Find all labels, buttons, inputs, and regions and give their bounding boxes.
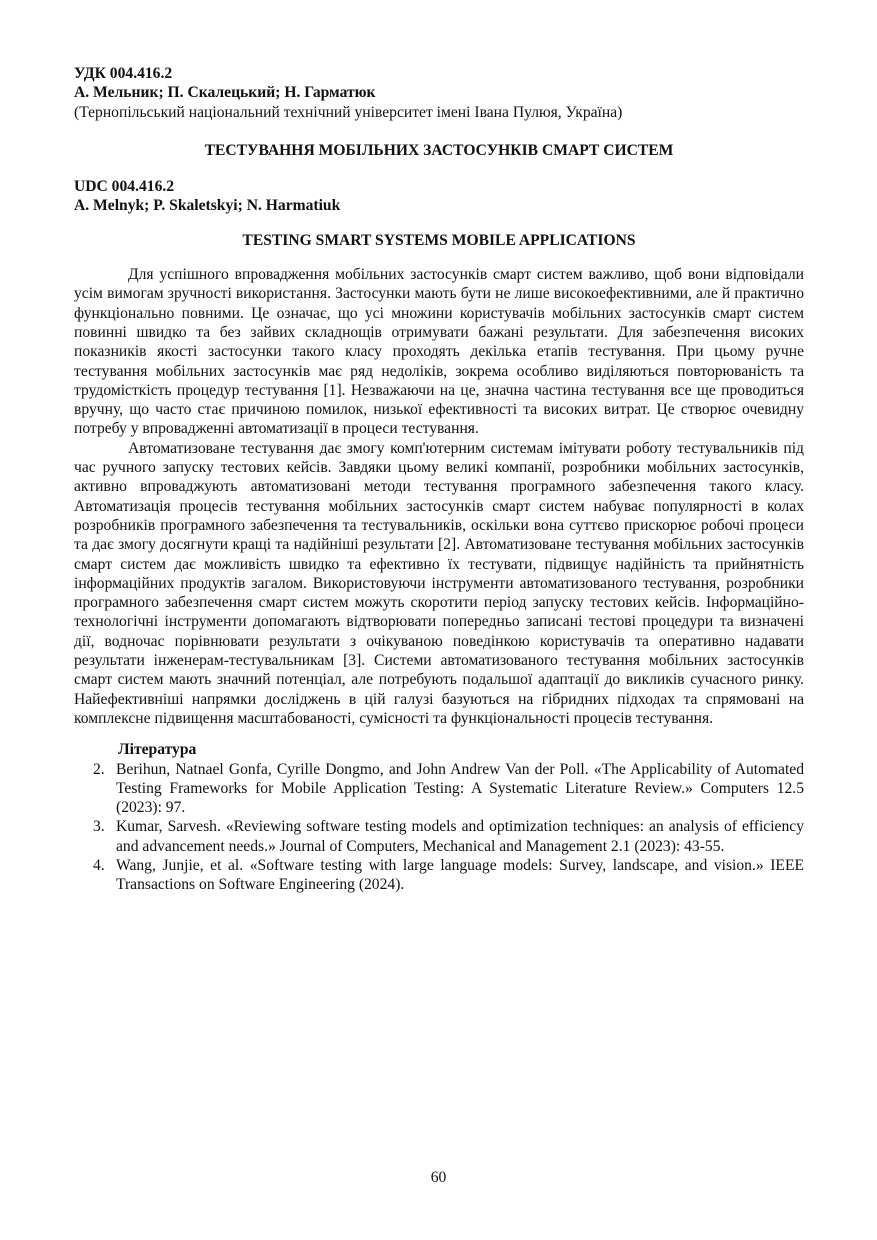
reference-text: Wang, Junjie, et al. «Software testing with large language models: Survey, landscape, and vision.» IEEE Transactions on Software Engineering (2024). — [116, 856, 804, 894]
affiliation: (Тернопільський національний технічний університет імені Івана Пулюя, Україна) — [74, 103, 623, 121]
reference-item — [74, 760, 804, 818]
body-paragraph: Для успішного впровадження мобільних застосунків смарт систем важливо, щоб вони відповідали усім вимогам зручності використання. Застосунки мають бути не лише високоефективними, але й практично функціонально повними. Це означає, що усі множини користувачів мобільних застосунків смарт систем повинні швидко та без зайвих складнощів отримувати бажані результати. Для забезпечення високих показників якості застосунки такого класу проходять декілька етапів тестування. При цьому ручне тестування мобільних застосунків має ряд недоліків, зокрема особливо виділяються повторюваність та трудомісткість процедур тестування [1]. Незважаючи на це, значна частина тестування все ще проводиться вручну, що часто стає причиною помилок, низької ефективності та високих витрат. Це створює очевидну потребу у впровадженні автоматизації в процеси тестування. — [74, 266, 804, 438]
reference-number: 3. — [93, 818, 105, 836]
paper-page — [74, 64, 804, 895]
page-number: 60 — [430, 1169, 447, 1186]
reference-number: 2. — [93, 760, 105, 778]
title-en: TESTING SMART SYSTEMS MOBILE APPLICATIONS — [242, 231, 636, 249]
authors-en: A. Melnyk; P. Skaletskyi; N. Harmatiuk — [74, 197, 341, 215]
references-heading: Література — [118, 741, 197, 759]
title-ua: ТЕСТУВАННЯ МОБІЛЬНИХ ЗАСТОСУНКІВ СМАРТ СИСТЕМ — [204, 141, 674, 159]
ukrainian-header — [74, 64, 804, 160]
reference-text: Kumar, Sarvesh. «Reviewing software testing models and optimization techniques: an analysis of efficiency and advancement needs.» Journal of Computers, Mechanical and Management 2.1 (2023): 43-55. — [116, 818, 804, 855]
article-body — [74, 265, 804, 728]
body-paragraph: Автоматизоване тестування дає змогу комп'ютерним системам імітувати роботу тестувальників під час ручного запуску тестових кейсів. Завдяки цьому великі компанії, розробники мобільних застосунків, активно впроваджують автоматизовані методи тестування програмного забезпечення такого класу. Автоматизація процесів тестування мобільних застосунків смарт систем набуває популярності в колах розробників програмного забезпечення та тестувальників, оскільки вона суттєво прискорює робочі процеси та дає змогу досягнути кращі та надійніші результати [2]. Автоматизоване тестування мобільних застосунків смарт систем дає можливість швидко та ефективно їх тестувати, підвищує надійність та прийнятність інформаційних продуктів загалом. Використовуючи інструменти автоматизованого тестування, розробники програмного забезпечення смарт систем можуть скоротити період запуску тестових кейсів. Інформаційно-технологічні інструменти допомагають відтворювати попередньо записані тестові процедури та визначені дії, водночас порівнювати результати з очікуваною поведінкою користувачів та оперативно надавати результати інженерам-тестувальникам [3]. Системи автоматизованого тестування мобільних застосунків смарт систем мають значний потенціал, але потребують подальшої адаптації до викликів сучасного ринку. Найефективніші напрямки досліджень в цій галузі базуються на гібридних підходах та спрямовані на комплексне підвищення масштабованості, сумісності та функціональності процесів тестування. — [74, 439, 804, 727]
reference-item — [74, 817, 804, 856]
reference-text: Berihun, Natnael Gonfa, Cyrille Dongmo, and John Andrew Van der Poll. «The Applicability of Automated Testing Frameworks for Mobile Application Testing: A Systematic Literature Review.» Computers 12.5 (2023): 97. — [116, 760, 804, 817]
udc-en: UDC 004.416.2 — [74, 178, 175, 196]
references-list — [74, 760, 804, 895]
reference-item — [74, 856, 804, 895]
authors-ua: А. Мельник; П. Скалецький; Н. Гарматюк — [74, 84, 376, 102]
udc-ua: УДК 004.416.2 — [74, 65, 173, 82]
reference-number: 4. — [93, 856, 105, 874]
english-header — [74, 177, 804, 250]
references-section — [74, 740, 804, 894]
